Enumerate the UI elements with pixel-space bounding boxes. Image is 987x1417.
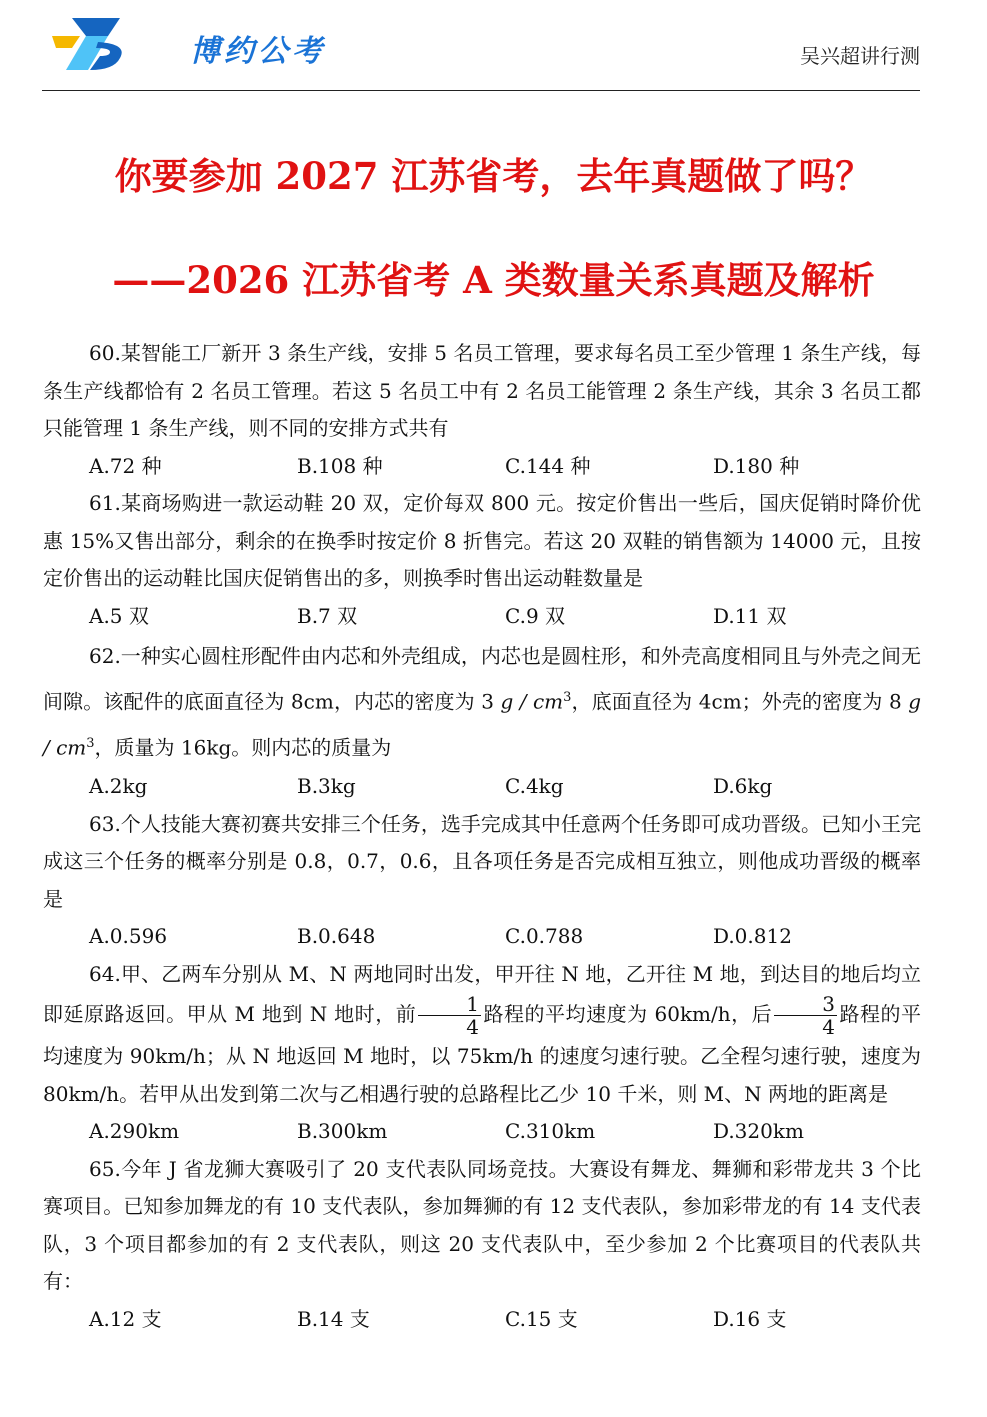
question-62 — [43, 635, 921, 768]
option: B.7 双 — [297, 603, 358, 628]
option: D.180 种 — [713, 453, 800, 478]
density-unit: g / cm — [43, 689, 921, 760]
option: B.3kg — [297, 774, 356, 799]
option: B.108 种 — [297, 453, 383, 478]
options-63 — [43, 918, 921, 956]
page-header — [42, 0, 920, 91]
question-text: 路程的平均速度为 90km/h；从 N 地返回 M 地时，以 75km/h 的速度匀速行驶。乙全程匀速行驶，速度为 80km/h。若甲从出发到第二次与乙相遇行驶的总路程比乙少 10 千米，则 M、N 两地的距离是 — [43, 1002, 922, 1106]
fraction-numerator: 3 — [774, 993, 837, 1016]
option: C.0.788 — [505, 924, 584, 949]
options-61 — [43, 598, 921, 636]
option: D.16 支 — [713, 1306, 787, 1331]
fraction — [418, 993, 481, 1038]
question-61: 61.某商场购进一款运动鞋 20 双，定价每双 800 元。按定价售出一些后，国庆促销时降价优惠 15%又售出部分，剩余的在换季时按定价 8 折售完。若这 20 双鞋的销售额为 14000 元，且按定价售出的运动鞋比国庆促销售出的多，则换季时售出运动鞋数量是 — [43, 491, 921, 590]
options-64 — [43, 1113, 921, 1151]
question-64 — [43, 956, 921, 1114]
option: A.2kg — [89, 774, 148, 799]
options-62 — [43, 768, 921, 806]
option: D.320km — [713, 1119, 804, 1144]
sub-title: ——2026 江苏省考 A 类数量关系真题及解析 — [112, 258, 875, 302]
options-65 — [43, 1301, 921, 1339]
main-title: 你要参加 2027 江苏省考，去年真题做了吗？ — [114, 154, 873, 198]
option: D.11 双 — [713, 603, 787, 628]
option: C.310km — [505, 1119, 596, 1144]
option: C.4kg — [505, 774, 564, 799]
question-text: ，质量为 16kg。则内芯的质量为 — [94, 735, 392, 760]
option: A.5 双 — [89, 603, 149, 628]
unit-exponent: 3 — [86, 735, 95, 751]
option: A.72 种 — [89, 453, 162, 478]
options-60 — [43, 448, 921, 486]
question-63: 63.个人技能大赛初赛共安排三个任务，选手完成其中任意两个任务即可成功晋级。已知小王完成这三个任务的概率分别是 0.8，0.7，0.6，且各项任务是否完成相互独立，则他成功晋级的概率是 — [43, 811, 921, 911]
question-text: 62.一种实心圆柱形配件由内芯和外壳组成，内芯也是圆柱形，和外壳高度相同且与外壳之间无间隙。该配件的底面直径为 8cm，内芯的密度为 3 — [43, 644, 921, 714]
fraction — [774, 993, 837, 1038]
option: A.12 支 — [89, 1306, 162, 1331]
question-text: ，底面直径为 4cm；外壳的密度为 8 — [571, 689, 902, 714]
fraction-denominator: 4 — [466, 1015, 479, 1040]
question-list — [43, 335, 921, 1338]
question-text: 路程的平均速度为 60km/h，后 — [482, 1002, 773, 1027]
option: D.0.812 — [713, 924, 792, 949]
option: B.14 支 — [297, 1306, 370, 1331]
question-60: 60.某智能工厂新开 3 条生产线，安排 5 名员工管理，要求每名员工至少管理 1 条生产线，每条生产线都恰有 2 名员工管理。若这 5 名员工中有 2 名员工能管理 2 条生产线，其余 3 名员工都只能管理 1 条生产线，则不同的安排方式共有 — [43, 341, 921, 440]
unit-exponent: 3 — [563, 690, 572, 705]
question-text: 64.甲、乙两车分别从 M、N 两地同时出发，甲开往 N 地，乙开往 M 地，到达目的地后均立即延原路返回。甲从 M 地到 N 地时，前 — [43, 961, 921, 1027]
option: A.290km — [89, 1119, 180, 1144]
fraction-numerator: 1 — [418, 993, 481, 1016]
brand-name: 博约公考 — [190, 34, 326, 69]
option: D.6kg — [713, 774, 773, 799]
density-unit: g / cm — [500, 689, 564, 714]
option: A.0.596 — [89, 924, 168, 949]
question-65: 65.今年 J 省龙狮大赛吸引了 20 支代表队同场竞技。大赛设有舞龙、舞狮和彩带龙共 3 个比赛项目。已知参加舞龙的有 10 支代表队，参加舞狮的有 12 支代表队，参加彩带龙的有 14 支代表队，3 个项目都参加的有 2 支代表队，则这 20 支代表队中，至少参加 2 个比赛项目的代表队共有： — [43, 1156, 921, 1294]
option: C.144 种 — [505, 453, 591, 478]
option: C.9 双 — [505, 603, 566, 628]
header-author: 吴兴超讲行测 — [800, 44, 920, 68]
fraction-denominator: 4 — [822, 1015, 835, 1040]
option: C.15 支 — [505, 1306, 578, 1331]
option: B.0.648 — [297, 924, 376, 949]
brand-logo-icon — [50, 12, 130, 78]
option: B.300km — [297, 1119, 388, 1144]
